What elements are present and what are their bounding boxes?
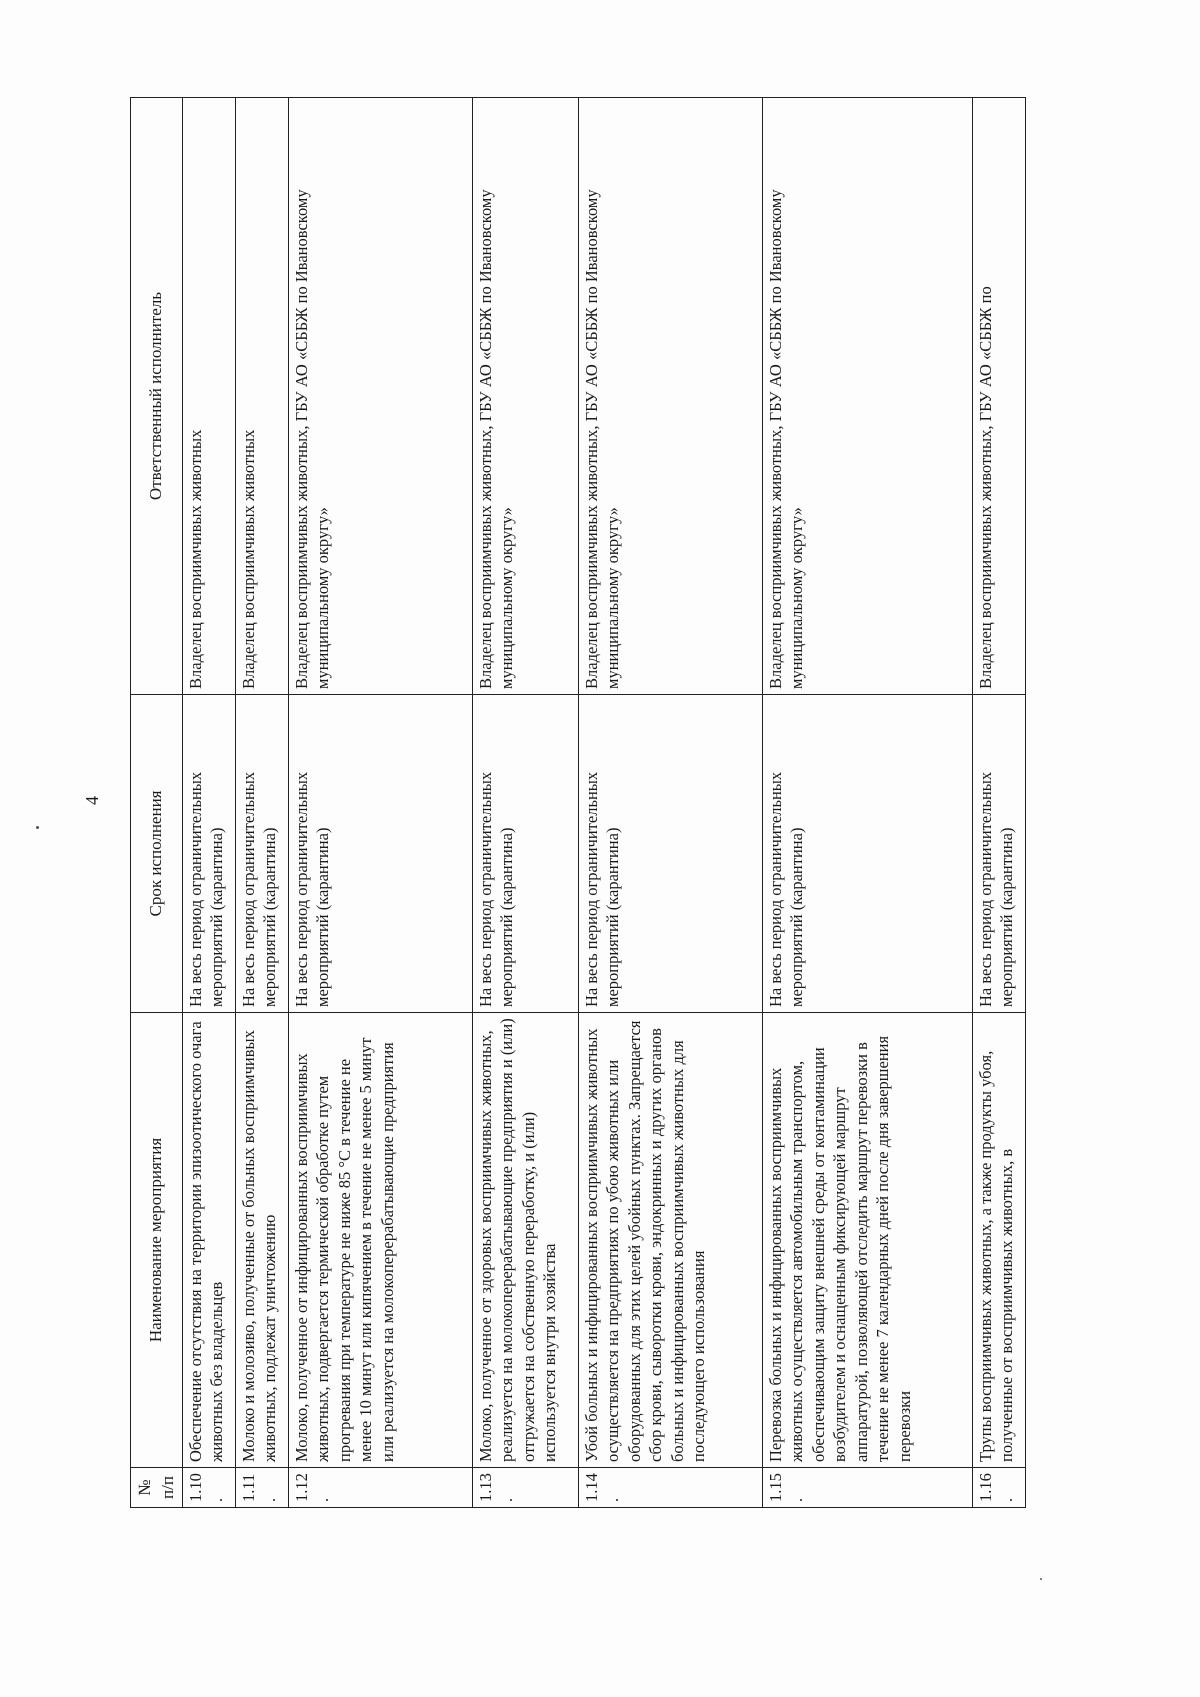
row-term: На весь период ограничительных мероприятий (карантина) [763, 695, 973, 1013]
row-num: 1.15. [763, 1468, 973, 1508]
table-row [579, 98, 763, 1508]
row-num: 1.10. [183, 1468, 236, 1508]
table-row [183, 98, 236, 1508]
header-name: Наименование мероприятия [131, 1013, 183, 1468]
row-responsible: Владелец восприимчивых животных [236, 98, 289, 695]
row-name: Молоко, полученное от инфицированных восприимчивых животных, подвергается термической обработке путем прогревания при температуре не ниже 85 °С в течение не менее 10 минут или кипячением в течение не менее 5 минут или реализуется на молокоперерабатывающие предприятия [289, 1013, 473, 1468]
table-header-row [131, 98, 183, 1508]
row-term: На весь период ограничительных мероприятий (карантина) [289, 695, 473, 1013]
row-responsible: Владелец восприимчивых животных, ГБУ АО «СББЖ по Ивановскому муниципальному округу» [289, 98, 473, 695]
row-term: На весь период ограничительных мероприятий (карантина) [579, 695, 763, 1013]
row-term: На весь период ограничительных мероприятий (карантина) [473, 695, 579, 1013]
row-name: Трупы восприимчивых животных, а также продукты убоя, полученные от восприимчивых животных, в [973, 1013, 1026, 1468]
scan-speck [36, 826, 39, 829]
table-row [973, 98, 1026, 1508]
table-row [236, 98, 289, 1508]
table-row [763, 98, 973, 1508]
row-name: Перевозка больных и инфицированных восприимчивых животных осуществляется автомобильным транспортом, обеспечивающим защиту внешней среды от контаминации возбудителем и оснащенным фиксирующей маршрут аппаратурой, позволяющей отследить маршрут перевозки в течение не менее 7 календарных дней после дня завершения перевозки [763, 1013, 973, 1468]
row-name: Молоко и молозиво, полученные от больных восприимчивых животных, подлежат уничтожению [236, 1013, 289, 1468]
table-row [473, 98, 579, 1508]
table-row [289, 98, 473, 1508]
row-num: 1.16. [973, 1468, 1026, 1508]
measures-table [130, 97, 1026, 1508]
row-num: 1.13. [473, 1468, 579, 1508]
row-name: Убой больных и инфицированных восприимчивых животных осуществляется на предприятиях по убою животных или оборудованных для этих целей убойных пунктах. Запрещается сбор крови, сыворотки крови, эндокринных и других органов больных и инфицированных восприимчивых животных для последующего использования [579, 1013, 763, 1468]
row-name: Молоко, полученное от здоровых восприимчивых животных, реализуется на молокоперерабатывающие предприятия и (или) отгружается на собственную переработку, и (или) используется внутри хозяйства [473, 1013, 579, 1468]
row-num: 1.12. [289, 1468, 473, 1508]
scan-speck [1040, 1578, 1042, 1580]
row-num: 1.14. [579, 1468, 763, 1508]
row-responsible: Владелец восприимчивых животных, ГБУ АО «СББЖ по [973, 98, 1026, 695]
header-responsible: Ответственный исполнитель [131, 98, 183, 695]
row-responsible: Владелец восприимчивых животных [183, 98, 236, 695]
header-term: Срок исполнения [131, 695, 183, 1013]
row-responsible: Владелец восприимчивых животных, ГБУ АО «СББЖ по Ивановскому муниципальному округу» [473, 98, 579, 695]
header-num: № п/п [131, 1468, 183, 1508]
rotated-table-container [130, 98, 1090, 1508]
row-term: На весь период ограничительных мероприятий (карантина) [183, 695, 236, 1013]
row-name: Обеспечение отсутствия на территории эпизоотического очага животных без владельцев [183, 1013, 236, 1468]
row-num: 1.11. [236, 1468, 289, 1508]
row-term: На весь период ограничительных мероприятий (карантина) [236, 695, 289, 1013]
row-term: На весь период ограничительных мероприятий (карантина) [973, 695, 1026, 1013]
row-responsible: Владелец восприимчивых животных, ГБУ АО «СББЖ по Ивановскому муниципальному округу» [579, 98, 763, 695]
page-number: 4 [82, 796, 102, 805]
row-responsible: Владелец восприимчивых животных, ГБУ АО «СББЖ по Ивановскому муниципальному округу» [763, 98, 973, 695]
